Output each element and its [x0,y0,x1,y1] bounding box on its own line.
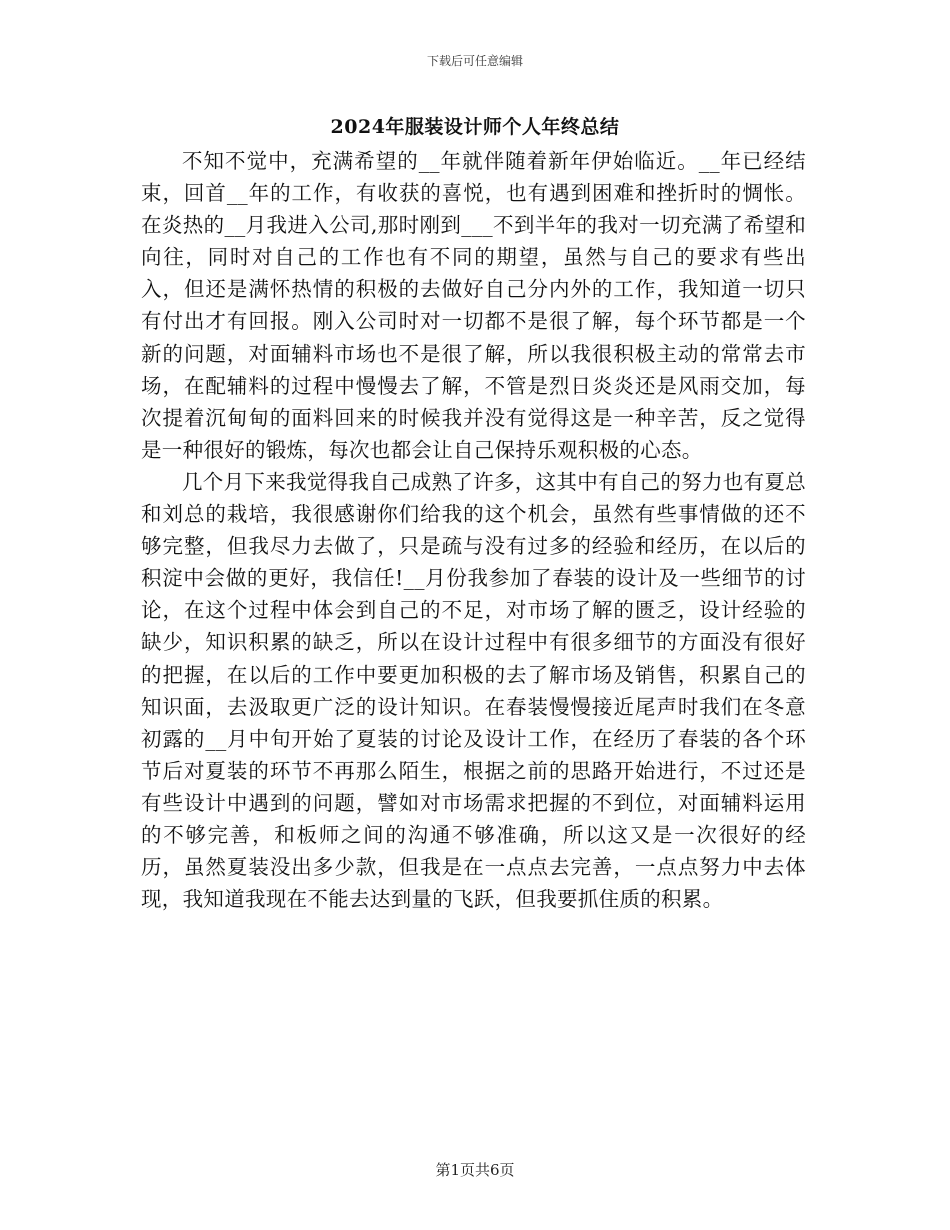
paragraph: 几个月下来我觉得我自己成熟了许多，这其中有自己的努力也有夏总和刘总的栽培，我很感谢你们给我的这个机会，虽然有些事情做的还不够完整，但我尽力去做了，只是疏与没有过多的经验和经历，在以后的积淀中会做的更好，我信任!__月份我参加了春装的设计及一些细节的讨论，在这个过程中体会到自己的不足，对市场了解的匮乏，设计经验的缺少，知识积累的缺乏，所以在设计过程中有很多细节的方面没有很好的把握，在以后的工作中要更加积极的去了解市场及销售，积累自己的知识面，去汲取更广泛的设计知识。在春装慢慢接近尾声时我们在冬意初露的__月中旬开始了夏装的讨论及设计工作，在经历了春装的各个环节后对夏装的环节不再那么陌生，根据之前的思路开始进行，不过还是有些设计中遇到的问题，譬如对市场需求把握的不到位，对面辅料运用的不够完善，和板师之间的沟通不够准确，所以这又是一次很好的经历，虽然夏装没出多少款，但我是在一点点去完善，一点点努力中去体现，我知道我现在不能去达到量的飞跃，但我要抓住质的积累。 [141,469,806,912]
paragraph: 不知不觉中，充满希望的__年就伴随着新年伊始临近。__年已经结束，回首__年的工作，有收获的喜悦，也有遇到困难和挫折时的惆怅。在炎热的__月我进入公司,那时刚到___不到半年的我对一切充满了希望和向往，同时对自己的工作也有不同的期望，虽然与自己的要求有些出入，但还是满怀热情的积极的去做好自己分内外的工作，我知道一切只有付出才有回报。刚入公司时对一切都不是很了解，每个环节都是一个新的问题，对面辅料市场也不是很了解，所以我很积极主动的常常去市场，在配辅料的过程中慢慢去了解，不管是烈日炎炎还是风雨交加，每次提着沉甸甸的面料回来的时候我并没有觉得这是一种辛苦，反之觉得是一种很好的锻炼，每次也都会让自己保持乐观积极的心态。 [141,149,806,462]
page-number: 第1页共6页 [435,1161,515,1179]
document-body [141,145,806,915]
download-note: 下载后可任意编辑 [426,54,523,68]
document-title: 2024年服装设计师个人年终总结 [330,116,620,138]
